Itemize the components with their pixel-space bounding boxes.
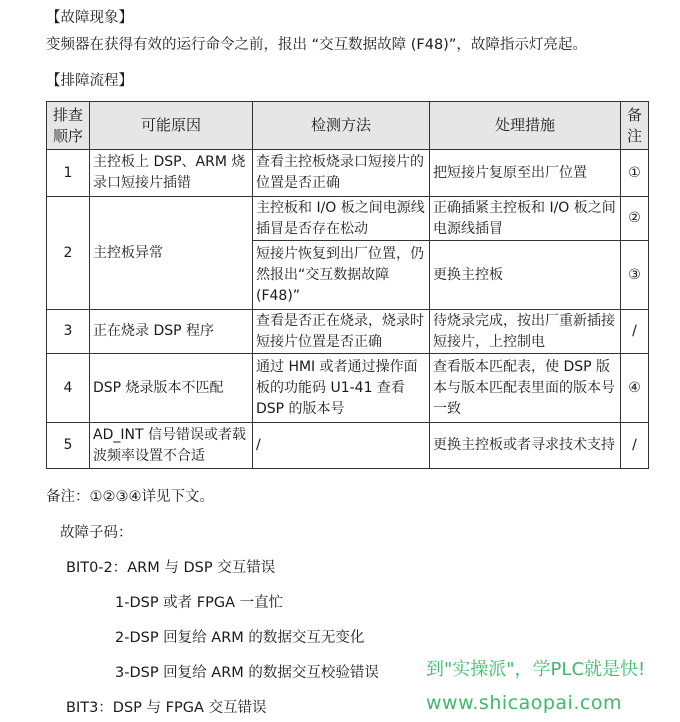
row-action: 待烧录完成，按出厂重新插接短接片，上控制电 [430,310,621,354]
table-header-row [47,102,649,150]
row-note: ③ [621,241,649,310]
header-action: 处理措施 [430,102,621,150]
header-note: 备注 [621,102,649,150]
row-note: ① [621,150,649,197]
row-note: ④ [621,354,649,423]
watermark-slogan: 到"实操派"，学PLC就是快! [426,659,646,680]
row-action: 把短接片复原至出厂位置 [430,150,621,197]
subcode-title: 故障子码： [60,525,133,541]
table-row [47,150,649,197]
header-order: 排查顺序 [47,102,90,150]
row-number: 2 [47,197,90,310]
subcode-item: BIT3：DSP 与 FPGA 交互错误 [66,700,267,716]
watermark-url: www.shicaopai.com [426,692,622,714]
row-note: ② [621,197,649,241]
row-method: / [253,423,430,469]
subcode-item: 1-DSP 或者 FPGA 一直忙 [115,595,284,611]
table-row [47,310,649,354]
row-number: 1 [47,150,90,197]
row-method: 查看主控板烧录口短接片的位置是否正确 [253,150,430,197]
symptom-heading: 【故障现象】 [46,10,133,26]
troubleshooting-table [46,101,649,469]
row-number: 4 [47,354,90,423]
symptom-text: 变频器在获得有效的运行命令之前，报出 “交互数据故障 (F48)”，故障指示灯亮起。 [46,37,587,53]
row-action: 更换主控板或者寻求技术支持 [430,423,621,469]
row-note: / [621,310,649,354]
header-method: 检测方法 [253,102,430,150]
subcode-item: 3-DSP 回复给 ARM 的数据交互校验错误 [115,665,379,681]
remark-text: 备注：①②③④详见下文。 [46,489,214,505]
row-cause: 正在烧录 DSP 程序 [90,310,253,354]
subcode-item: BIT0-2：ARM 与 DSP 交互错误 [66,560,276,576]
table-row [47,423,649,469]
row-method: 主控板和 I/O 板之间电源线插冒是否存在松动 [253,197,430,241]
row-method: 通过 HMI 或者通过操作面板的功能码 U1-41 查看 DSP 的版本号 [253,354,430,423]
row-method: 短接片恢复到出厂位置，仍然报出“交互数据故障 (F48)” [253,241,430,310]
row-action: 更换主控板 [430,241,621,310]
row-cause: 主控板上 DSP、ARM 烧录口短接片插错 [90,150,253,197]
row-cause: 主控板异常 [90,197,253,310]
table-row [47,354,649,423]
row-action: 正确插紧主控板和 I/O 板之间电源线插冒 [430,197,621,241]
row-cause: AD_INT 信号错误或者载波频率设置不合适 [90,423,253,469]
process-heading: 【排障流程】 [46,73,133,89]
table-row [47,197,649,241]
row-number: 5 [47,423,90,469]
row-number: 3 [47,310,90,354]
row-action: 查看版本匹配表，使 DSP 版本与版本匹配表里面的版本号一致 [430,354,621,423]
header-cause: 可能原因 [90,102,253,150]
row-cause: DSP 烧录版本不匹配 [90,354,253,423]
subcode-item: 2-DSP 回复给 ARM 的数据交互无变化 [115,630,365,646]
row-note: / [621,423,649,469]
row-method: 查看是否正在烧录，烧录时短接片位置是否正确 [253,310,430,354]
